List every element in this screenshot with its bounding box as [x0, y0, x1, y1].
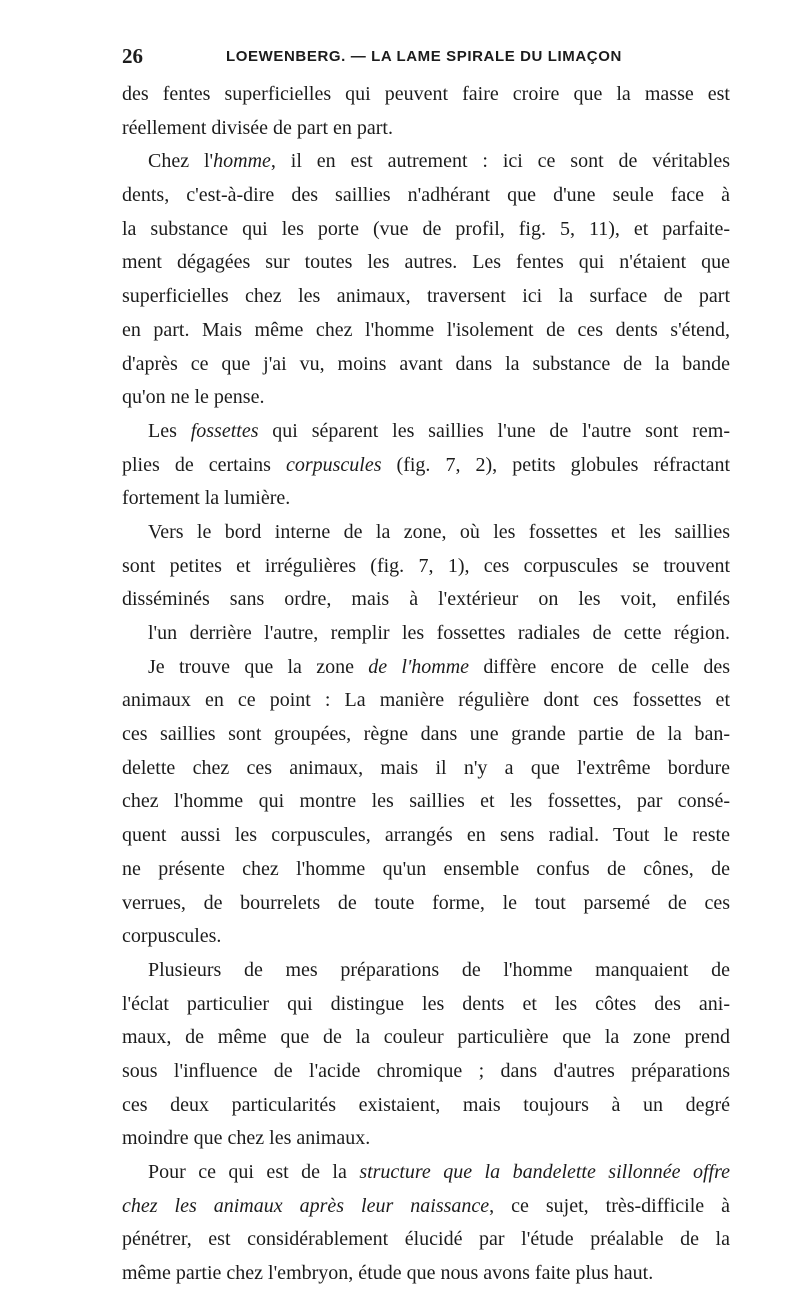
- text-line: [122, 954, 730, 988]
- text-run: quent aussi les corpuscules, arrangés en sens radial. Tout le reste: [122, 824, 730, 847]
- text-run: corpuscules.: [122, 925, 222, 948]
- text-line: [122, 213, 730, 247]
- text-run: superficielles chez les animaux, traversent ici la surface de part: [122, 285, 730, 308]
- text-line: [122, 482, 730, 516]
- text-run: animaux en ce point : La manière régulière dont ces fossettes et: [122, 689, 730, 712]
- text-run: ne présente chez l'homme qu'un ensemble confus de cônes, de: [122, 857, 730, 880]
- text-line: [122, 752, 730, 786]
- text-run: la substance qui les porte (vue de profil, fig. 5, 11), et parfaite-: [122, 217, 730, 240]
- text-run: disséminés sans ordre, mais à l'extérieur on les voit, enfilés: [122, 588, 730, 611]
- text-run: Vers le bord interne de la zone, où les fossettes et les saillies: [148, 520, 730, 543]
- text-run: delette chez ces animaux, mais il n'y a que l'extrême bordure: [122, 756, 730, 779]
- text-line: [122, 1021, 730, 1055]
- text-line: [122, 617, 730, 651]
- italic-run: chez les animaux après leur naissance: [122, 1194, 490, 1217]
- text-line: [122, 853, 730, 887]
- text-line: [122, 1190, 730, 1224]
- text-run: pénétrer, est considérablement élucidé par l'étude préalable de la: [122, 1228, 730, 1251]
- text-run: qu'on ne le pense.: [122, 386, 265, 409]
- text-line: [122, 1089, 730, 1123]
- text-run: en part. Mais même chez l'homme l'isolement de ces dents s'étend,: [122, 318, 730, 341]
- text-run: sous l'influence de l'acide chromique ; dans d'autres préparations: [122, 1059, 730, 1082]
- text-run: l'un derrière l'autre, remplir les fossettes radiales de cette région.: [148, 622, 730, 644]
- text-line: [122, 78, 730, 112]
- text-run: diffère encore de celle des: [469, 655, 730, 678]
- text-run: même partie chez l'embryon, étude que nous avons faite plus haut.: [122, 1262, 654, 1285]
- text-run: réellement divisée de part en part.: [122, 116, 393, 139]
- text-run: maux, de même que de la couleur particulière que la zone prend: [122, 1026, 730, 1049]
- text-line: [122, 1223, 730, 1257]
- text-run: fortement la lumière.: [122, 487, 291, 510]
- text-run: d'après ce que j'ai vu, moins avant dans la substance de la bande: [122, 352, 730, 375]
- text-line: [122, 718, 730, 752]
- text-line: [122, 415, 730, 449]
- text-line: [122, 684, 730, 718]
- text-line: [122, 1055, 730, 1089]
- text-line: [122, 819, 730, 853]
- text-run: Je trouve que la zone: [148, 655, 369, 678]
- page-number: 26: [122, 44, 143, 68]
- text-line: [122, 280, 730, 314]
- text-run: plies de certains: [122, 453, 286, 476]
- text-run: verrues, de bourrelets de toute forme, le tout parsemé de ces: [122, 891, 730, 914]
- italic-run: corpuscules: [285, 453, 382, 476]
- text-run: Plusieurs de mes préparations de l'homme manquaient de: [148, 958, 730, 981]
- running-title: LOEWENBERG. — LA LAME SPIRALE DU LIMAÇON: [226, 48, 622, 65]
- text-line: [122, 516, 730, 550]
- text-run: des fentes superficielles qui peuvent faire croire que la masse est: [122, 83, 730, 105]
- running-head: [122, 44, 742, 74]
- text-line: [122, 348, 730, 382]
- text-line: [122, 449, 730, 483]
- text-run: sont petites et irrégulières (fig. 7, 1), ces corpuscules se trouvent: [122, 554, 730, 577]
- text-line: [122, 179, 730, 213]
- text-line: [122, 381, 730, 415]
- text-run: moindre que chez les animaux.: [122, 1127, 371, 1150]
- text-line: [122, 314, 730, 348]
- body-text: [122, 78, 730, 1291]
- text-line: [122, 920, 730, 954]
- text-line: [122, 785, 730, 819]
- text-line: [122, 550, 730, 584]
- text-line: [122, 651, 730, 685]
- text-line: [122, 988, 730, 1022]
- text-run: Les: [148, 419, 191, 442]
- text-line: [122, 112, 730, 146]
- text-run: , il en est autrement : ici ce sont de véritables: [270, 150, 730, 173]
- text-line: [122, 583, 730, 617]
- text-run: Pour ce qui est de la: [148, 1161, 360, 1183]
- text-run: dents, c'est-à-dire des saillies n'adhérant que d'une seule face à: [122, 184, 730, 207]
- italic-run: structure que la bandelette sillonnée offre: [359, 1161, 730, 1183]
- text-run: (fig. 7, 2), petits globules réfractant: [381, 453, 730, 476]
- text-run: ces deux particularités existaient, mais toujours à un degré: [122, 1093, 730, 1116]
- italic-run: homme: [213, 150, 271, 173]
- text-line: [122, 1122, 730, 1156]
- text-run: qui séparent les saillies l'une de l'autre sont rem-: [258, 419, 730, 442]
- text-run: l'éclat particulier qui distingue les dents et les côtes des ani-: [122, 992, 730, 1015]
- italic-run: fossettes: [190, 419, 259, 442]
- text-line: [122, 887, 730, 921]
- text-line: [122, 145, 730, 179]
- text-run: , ce sujet, très-difficile à: [489, 1194, 730, 1217]
- text-run: ces saillies sont groupées, règne dans une grande partie de la ban-: [122, 723, 730, 746]
- text-line: [122, 1257, 730, 1291]
- italic-run: de l'homme: [368, 655, 470, 678]
- text-line: [122, 1156, 730, 1190]
- text-run: Chez l': [148, 150, 214, 173]
- text-run: ment dégagées sur toutes les autres. Les fentes qui n'étaient que: [122, 251, 730, 274]
- text-line: [122, 246, 730, 280]
- text-run: chez l'homme qui montre les saillies et les fossettes, par consé-: [122, 790, 730, 813]
